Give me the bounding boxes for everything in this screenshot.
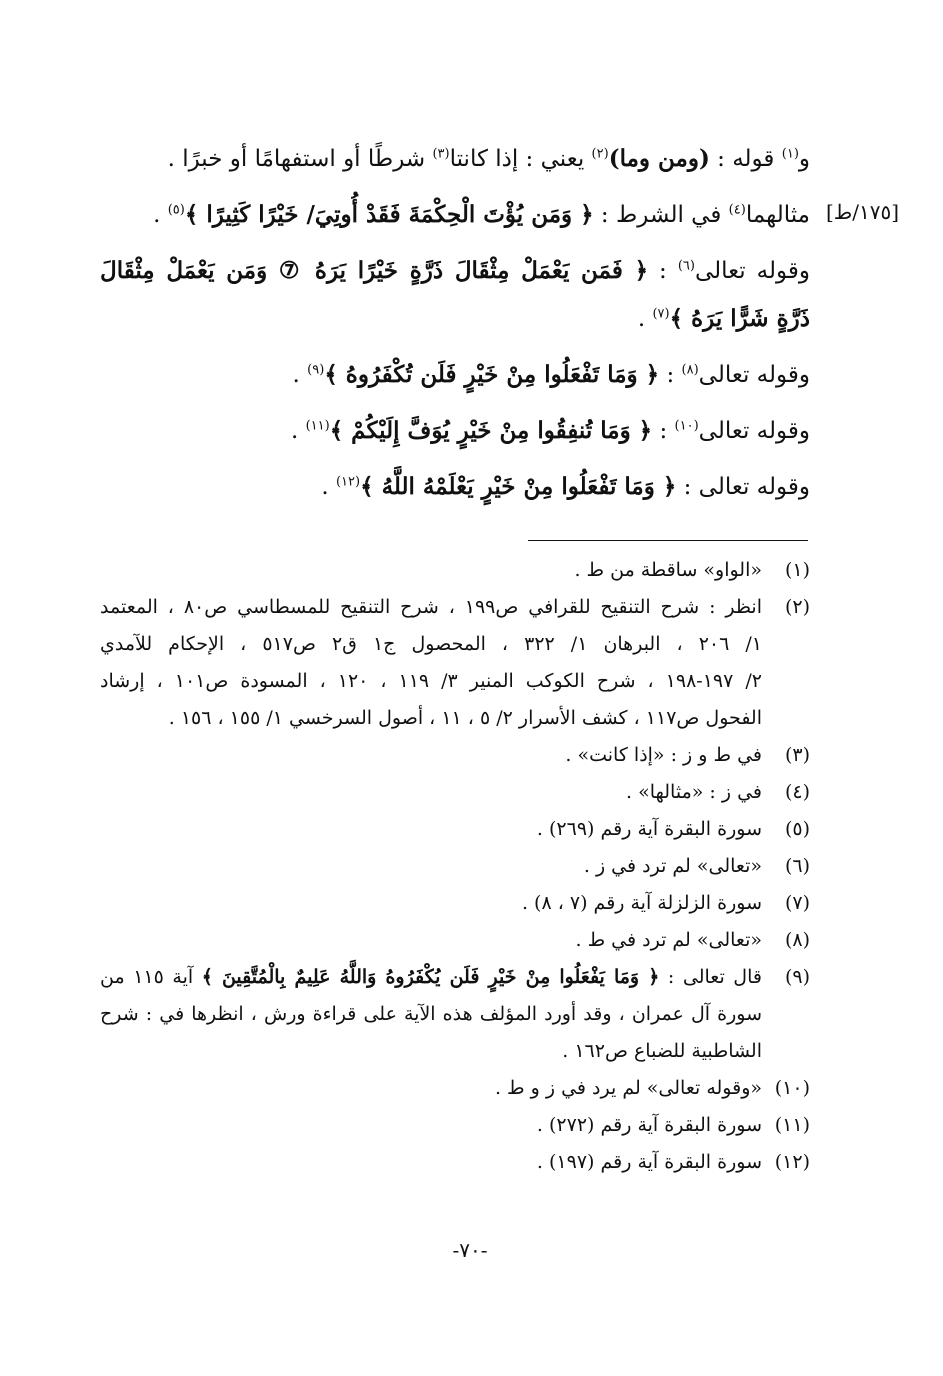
footnote-9: (٩) قال تعالى : ﴿ وَمَا يَفْعَلُوا مِنْ خَيْرٍ فَلَن يُكْفَرُوهُ وَاللَّهُ عَلِيمٌ بِالْمُتَّقِينَ ﴾ آية ١١٥ من سورة آل عمران ، وقد أورد المؤلف هذه الآية على قراءة ورش ، انظرها في : شرح الشاطبية للضباع ص١٦٢ . — [100, 959, 810, 1070]
footnote-number: (٩) — [784, 966, 810, 988]
quran-verse: ﴿ وَمَا يَفْعَلُوا مِنْ خَيْرٍ فَلَن يُكْفَرُوهُ وَاللَّهُ عَلِيمٌ بِالْمُتَّقِينَ ﴾ — [201, 966, 660, 988]
footnote-number: (٧) — [784, 892, 810, 914]
footnote-number: (٤) — [784, 781, 810, 803]
footnote-ref: (١٢) — [335, 474, 361, 490]
footnote-ref: (٣) — [432, 146, 450, 162]
footnote-ref: (٦) — [677, 258, 695, 274]
quoted-term: (ومن وما) — [608, 145, 710, 172]
text-line-7: وقوله تعالى : ﴿ وَمَا تَفْعَلُوا مِنْ خَيْرٍ يَعْلَمْهُ اللَّهُ ﴾$^{(١٢)}$ . — [321, 473, 810, 500]
margin-folio-note: [١٧٥/ط] — [826, 200, 900, 224]
footnote-ref: (٥) — [167, 202, 185, 218]
footnote-7: (٧) سورة الزلزلة آية رقم (٧ ، ٨) . — [100, 885, 810, 922]
footnote-separator — [528, 540, 808, 541]
text-line-3: وقوله تعالى$^{(٦)}$ : ﴿ فَمَن يَعْمَلْ مِثْقَالَ ذَرَّةٍ خَيْرًا يَرَهُ ⑦ وَمَن يَعْمَلْ مِثْقَالَ — [100, 257, 810, 284]
footnote-5: (٥) سورة البقرة آية رقم (٢٦٩) . — [100, 811, 810, 848]
footnote-1: (١) «الواو» ساقطة من ط . — [100, 552, 810, 589]
page-number: -٧٠- — [452, 1238, 488, 1262]
footnote-ref: (١) — [781, 146, 799, 162]
footnote-8: (٨) «تعالى» لم ترد في ط . — [100, 922, 810, 959]
quran-verse: ﴿ وَمَن يُؤْتَ الْحِكْمَةَ فَقَدْ أُوتِيَ/ خَيْرًا كَثِيرًا ﴾ — [184, 201, 594, 228]
footnote-6: (٦) «تعالى» لم ترد في ز . — [100, 848, 810, 885]
footnote-12: (١٢) سورة البقرة آية رقم (١٩٧) . — [100, 1144, 810, 1181]
footnote-ref: (٤) — [728, 202, 746, 218]
footnote-10: (١٠) «وقوله تعالى» لم يرد في ز و ط . — [100, 1070, 810, 1107]
quran-verse: ﴿ وَمَا تُنفِقُوا مِنْ خَيْرٍ يُوَفَّ إِلَيْكُمْ ﴾ — [329, 417, 653, 444]
text-line-5: وقوله تعالى$^{(٨)}$ : ﴿ وَمَا تَفْعَلُوا مِنْ خَيْرٍ فَلَن تُكْفَرُوهُ ﴾$^{(٩)}$ . — [292, 361, 810, 388]
main-text — [100, 134, 810, 518]
text-line-6: وقوله تعالى$^{(١٠)}$ : ﴿ وَمَا تُنفِقُوا مِنْ خَيْرٍ يُوَفَّ إِلَيْكُمْ ﴾$^{(١١)}$ . — [290, 417, 810, 444]
quran-verse: ذَرَّةٍ شَرًّا يَرَهُ ﴾ — [669, 305, 810, 332]
footnote-ref: (١١) — [305, 418, 330, 434]
footnote-ref: (١٠) — [674, 418, 699, 434]
footnote-number: (٣) — [784, 744, 810, 766]
footnote-number: (٥) — [784, 818, 810, 840]
footnote-number: (٦) — [784, 855, 810, 877]
footnote-ref: (٢) — [591, 146, 609, 162]
footnote-ref: (٩) — [307, 362, 325, 378]
footnotes — [100, 552, 810, 1181]
footnote-number: (١١) — [774, 1114, 810, 1136]
footnote-number: (١) — [784, 559, 810, 581]
footnote-number: (٨) — [784, 929, 810, 951]
quran-verse: ﴿ وَمَا تَفْعَلُوا مِنْ خَيْرٍ يَعْلَمْهُ اللَّهُ ﴾ — [360, 473, 677, 500]
footnote-number: (١٢) — [774, 1151, 810, 1173]
footnote-ref: (٧) — [652, 306, 670, 322]
footnote-4: (٤) في ز : «مثالها» . — [100, 774, 810, 811]
text-line-4: ذَرَّةٍ شَرًّا يَرَهُ ﴾$^{(٧)}$ . — [637, 305, 810, 332]
footnote-number: (٢) — [784, 596, 810, 618]
footnote-3: (٣) في ط و ز : «إذا كانت» . — [100, 737, 810, 774]
footnote-number: (١٠) — [774, 1077, 810, 1099]
footnote-11: (١١) سورة البقرة آية رقم (٢٧٢) . — [100, 1107, 810, 1144]
footnote-ref: (٨) — [681, 362, 699, 378]
text-line-2: مثالهما$^{(٤)}$ في الشرط : ﴿ وَمَن يُؤْتَ الْحِكْمَةَ فَقَدْ أُوتِيَ/ خَيْرًا كَثِيرًا ﴾$^{(٥)}$ . — [153, 201, 810, 228]
quran-verse: ﴿ فَمَن يَعْمَلْ مِثْقَالَ ذَرَّةٍ خَيْرًا يَرَهُ ⑦ وَمَن يَعْمَلْ مِثْقَالَ — [100, 257, 649, 284]
text-line-1: و$^{(١)}$ قوله : (ومن وما)$^{(٢)}$ يعني : إذا كانتا$^{(٣)}$ شرطًا أو استفهامًا أو خبرًا . — [167, 145, 810, 172]
footnote-2: (٢) انظر : شرح التنقيح للقرافي ص١٩٩ ، شرح التنقيح للمسطاسي ص٨٠ ، المعتمد ١/ ٢٠٦ ، البرهان ١/ ٣٢٢ ، المحصول ج١ ق٢ ص٥١٧ ، الإحكام للآمدي ٢/ ١٩٧-١٩٨ ، شرح الكوكب المنير ٣/ ١١٩ ، ١٢٠ ، المسودة ص١٠١ ، إرشاد الفحول ص١١٧ ، كشف الأسرار ٢/ ٥ ، ١١ ، أصول السرخسي ١/ ١٥٥ ، ١٥٦ . — [100, 589, 810, 737]
quran-verse: ﴿ وَمَا تَفْعَلُوا مِنْ خَيْرٍ فَلَن تُكْفَرُوهُ ﴾ — [324, 361, 660, 388]
